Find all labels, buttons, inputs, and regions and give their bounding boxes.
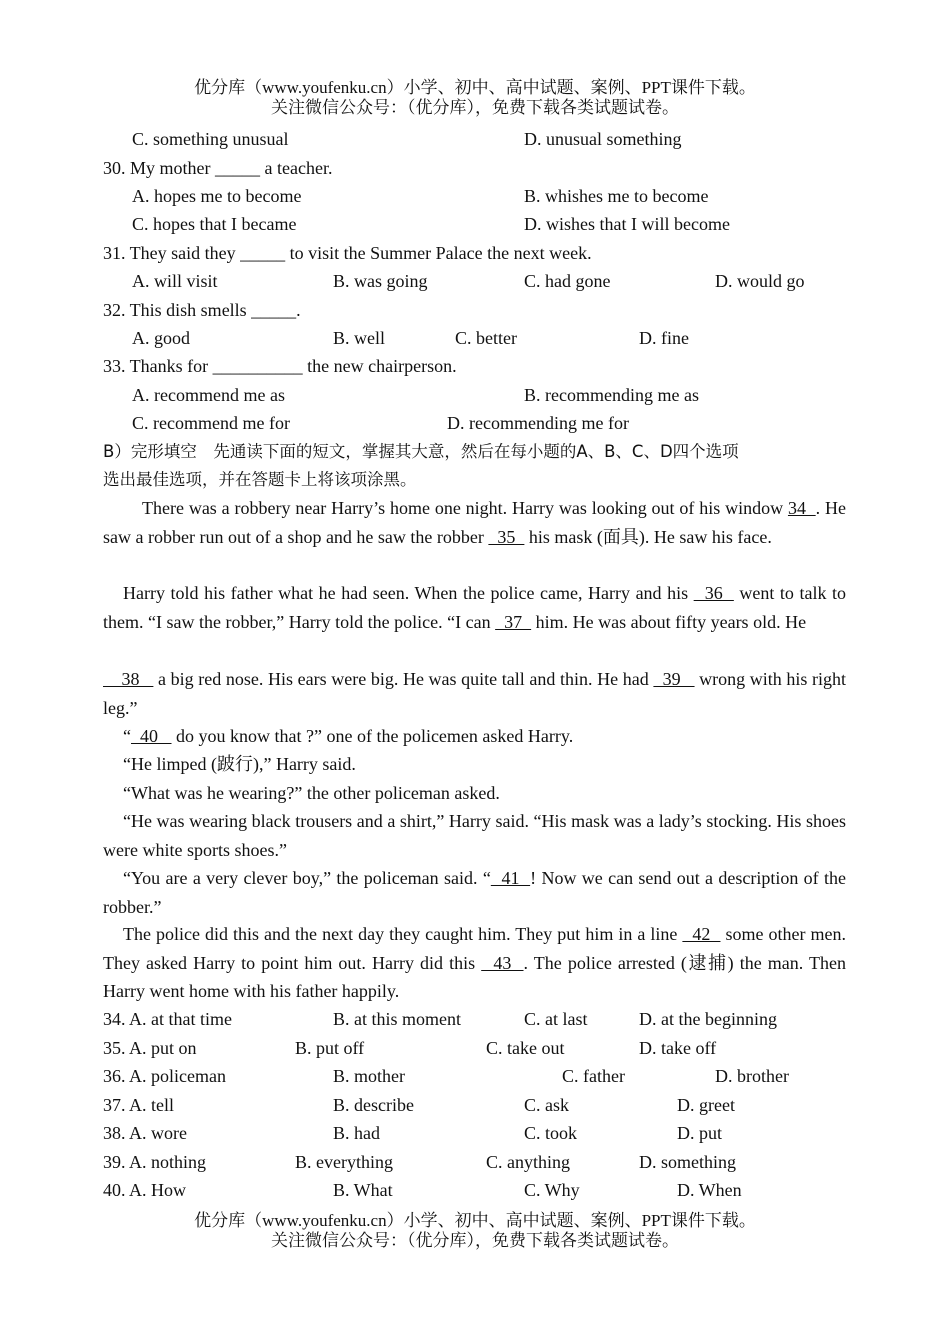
q34-option-c: C. at last: [524, 1009, 588, 1029]
q38-option-d: D. put: [677, 1123, 722, 1143]
q31-option-a: A. will visit: [132, 271, 218, 291]
passage-paragraph-9: The police did this and the next day they caught him. They put him in a line 42 some other men. They asked Harry to point him out. Harry did this 43 . The police arrested (逮捕) the man. Then Harry went home with his father happily.: [103, 924, 847, 1001]
q33-option-d: D. recommending me for: [447, 413, 629, 433]
q35-option-c: C. take out: [486, 1038, 565, 1058]
blank-36: 36: [693, 583, 734, 603]
passage-paragraph-4: “ 40 do you know that ?” one of the policemen asked Harry.: [123, 726, 574, 746]
blank-42: 42: [682, 924, 721, 944]
q32-option-c: C. better: [455, 328, 517, 348]
q40-option-c: C. Why: [524, 1180, 580, 1200]
blank-39: 39: [653, 669, 695, 689]
q39-option-a: 39. A. nothing: [103, 1152, 207, 1172]
q38-option-b: B. had: [333, 1123, 380, 1143]
q37-option-a: 37. A. tell: [103, 1095, 174, 1115]
blank-35: 35: [488, 526, 525, 547]
blank-37: 37: [495, 611, 532, 632]
q31-stem: 31. They said they _____ to visit the Summer Palace the next week.: [103, 243, 592, 263]
passage-paragraph-6: “What was he wearing?” the other policeman asked.: [123, 783, 500, 803]
q38-option-c: C. took: [524, 1123, 578, 1143]
q35-option-a: 35. A. put on: [103, 1038, 197, 1058]
passage-paragraph-8: “You are a very clever boy,” the policeman said. “ 41 ! Now we can send out a description of the robber.”: [103, 868, 846, 917]
blank-40: 40: [131, 726, 172, 746]
q36-option-d: D. brother: [715, 1066, 789, 1086]
q38-option-a: 38. A. wore: [103, 1123, 187, 1143]
passage-paragraph-2: Harry told his father what he had seen. When the police came, Harry and his 36 went to talk to them. “I saw the robber,” Harry told the police. “I can 37 him. He was about fifty years old. He: [103, 583, 847, 632]
q30-option-d: D. wishes that I will become: [524, 214, 730, 234]
passage-paragraph-7: “He was wearing black trousers and a shirt,” Harry said. “His mask was a lady’s stocking. His shoes were white sports shoes.”: [103, 811, 846, 860]
q33-stem: 33. Thanks for __________ the new chairperson.: [103, 356, 457, 376]
q30-option-b: B. whishes me to become: [524, 186, 709, 206]
q32-option-d: D. fine: [639, 328, 689, 348]
q36-option-a: 36. A. policeman: [103, 1066, 226, 1086]
q39-option-b: B. everything: [295, 1152, 393, 1172]
q31-option-b: B. was going: [333, 271, 428, 291]
q37-option-d: D. greet: [677, 1095, 735, 1115]
q34-option-b: B. at this moment: [333, 1009, 461, 1029]
q40-option-d: D. When: [677, 1180, 742, 1200]
passage-paragraph-1: There was a robbery near Harry’s home one night. Harry was looking out of his window 34 . He saw a robber run out of a shop and he saw the robber 35 his mask (面具). He saw his face.: [103, 498, 846, 547]
q31-option-c: C. had gone: [524, 271, 611, 291]
q37-option-b: B. describe: [333, 1095, 414, 1115]
q37-option-c: C. ask: [524, 1095, 569, 1115]
q30-option-c: C. hopes that I became: [132, 214, 297, 234]
blank-43: 43: [481, 952, 524, 973]
q34-option-d: D. at the beginning: [639, 1009, 777, 1029]
q35-option-d: D. take off: [639, 1038, 717, 1058]
blank-41: 41: [490, 868, 531, 888]
q40-option-a: 40. A. How: [103, 1180, 187, 1200]
q39-option-d: D. something: [639, 1152, 736, 1172]
blank-34: 34: [787, 498, 816, 518]
q36-option-b: B. mother: [333, 1066, 405, 1086]
q36-option-c: C. father: [562, 1066, 625, 1086]
q33-option-a: A. recommend me as: [132, 385, 285, 405]
q40-option-b: B. What: [333, 1180, 393, 1200]
q33-option-b: B. recommending me as: [524, 385, 699, 405]
page-footer-line2: 关注微信公众号：（优分库），免费下载各类试题试卷。: [271, 1231, 679, 1250]
q39-option-c: C. anything: [486, 1152, 570, 1172]
q35-option-b: B. put off: [295, 1038, 365, 1058]
q32-option-a: A. good: [132, 328, 190, 348]
q32-stem: 32. This dish smells _____.: [103, 300, 301, 320]
page-header-line1: 优分库（www.youfenku.cn）小学、初中、高中试题、案例、PPT课件下载。: [194, 78, 756, 97]
q30-option-a: A. hopes me to become: [132, 186, 302, 206]
q29-option-d: D. unusual something: [524, 129, 682, 149]
page-header-line2: 关注微信公众号：（优分库），免费下载各类试题试卷。: [271, 98, 679, 117]
blank-38: 38: [103, 669, 154, 689]
q30-stem: 30. My mother _____ a teacher.: [103, 158, 333, 178]
passage-paragraph-5: “He limped (跛行),” Harry said.: [123, 754, 356, 774]
page-footer-line1: 优分库（www.youfenku.cn）小学、初中、高中试题、案例、PPT课件下载。: [194, 1211, 756, 1230]
q34-option-a: 34. A. at that time: [103, 1009, 232, 1029]
section-b-instruction-line1: B）完形填空 先通读下面的短文，掌握其大意，然后在每小题的A、B、C、D四个选项: [103, 442, 739, 461]
section-b-instruction-line2: 选出最佳选项，并在答题卡上将该项涂黑。: [103, 470, 417, 489]
q33-option-c: C. recommend me for: [132, 413, 290, 433]
q31-option-d: D. would go: [715, 271, 805, 291]
passage-paragraph-3: 38 a big red nose. His ears were big. He was quite tall and thin. He had 39 wrong with his right leg.”: [103, 669, 847, 718]
q32-option-b: B. well: [333, 328, 385, 348]
q29-option-c: C. something unusual: [132, 129, 289, 149]
